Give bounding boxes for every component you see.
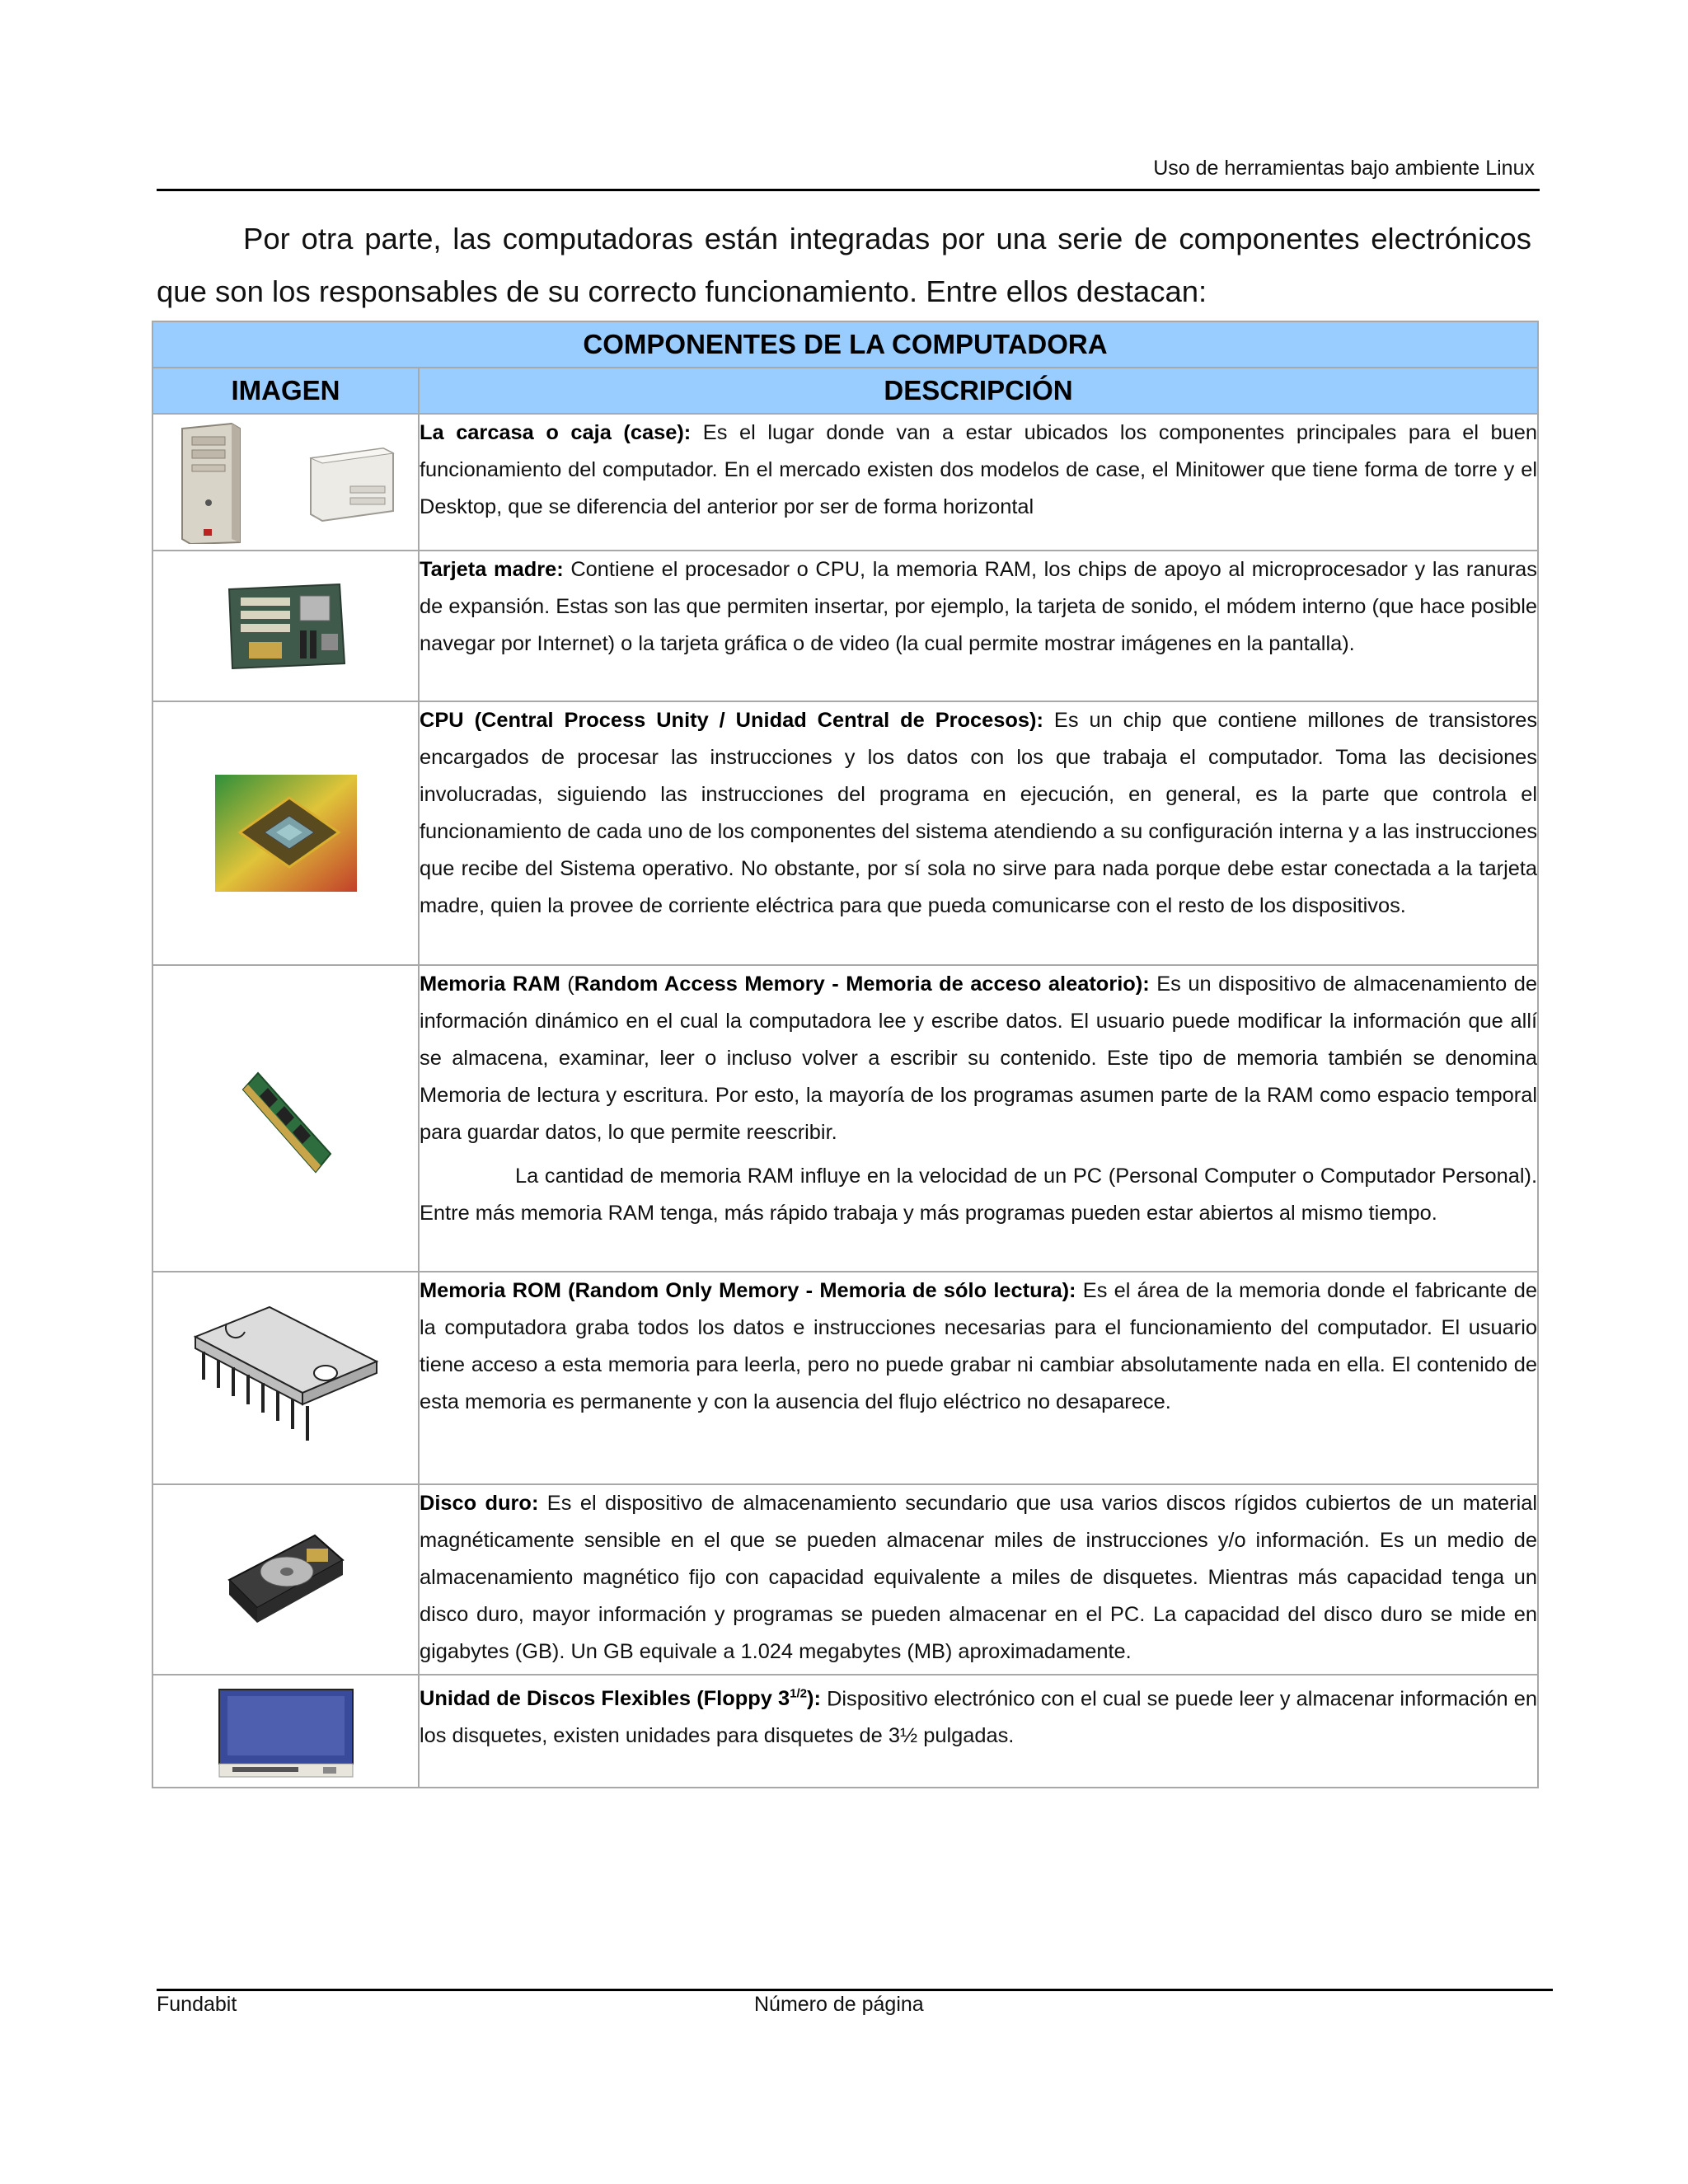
description-cell (419, 551, 1538, 701)
image-cell (152, 1272, 419, 1484)
component-text: Es un chip que contiene millones de transistores encargados de procesar las instrucciones y los datos con los que trabaja el computador. Toma las decisiones involucradas, siguiendo las instrucciones del programa en ejecución, en general, es la parte que controla el funcionamiento de cada uno de los componentes del sistema atendiendo a su configuración interna y a las instrucciones que recibe del Sistema operativo. No obstante, por sí sola no sirve para nada porque debe estar conectada a la tarjeta madre, quien la provee de corriente eléctrica para que pueda comunicarse con el resto de los dispositivos. (420, 709, 1538, 917)
column-header-description: DESCRIPCIÓN (419, 368, 1538, 414)
description-cell (419, 414, 1538, 551)
component-term: La carcasa o caja (case): (420, 421, 692, 444)
component-term: Tarjeta madre: (420, 558, 564, 581)
component-term: Disco duro: (420, 1492, 539, 1515)
table-row (152, 414, 1538, 551)
component-text-extra: La cantidad de memoria RAM influye en la velocidad de un PC (Personal Computer o Computador Personal). Entre más memoria RAM tenga, más rápido trabaja y más programas pueden estar abiertos al mismo tiempo. (420, 1165, 1538, 1225)
component-term-end: ): (807, 1687, 821, 1711)
component-term-main: Unidad de Discos Flexibles (Floppy 3 (420, 1687, 790, 1711)
table-title: COMPONENTES DE LA COMPUTADORA (152, 321, 1538, 368)
cpu-chip-icon (215, 775, 357, 892)
component-text: Es el lugar donde van a estar ubicados los componentes principales para el buen funcionamiento del computador. En el mercado existen dos modelos de case, el Minitower que tiene forma de torre y el Desktop, que se diferencia del anterior por ser de forma horizontal (420, 421, 1538, 518)
image-cell (152, 965, 419, 1272)
description-cell (419, 1675, 1538, 1788)
footer-organization: Fundabit (157, 1993, 237, 2016)
intro-text: Por otra parte, las computadoras están integradas por una serie de componentes electrónicos que son los responsables de su correcto funcionamiento. Entre ellos destacan: (157, 222, 1531, 308)
image-cell (152, 1675, 419, 1788)
description-cell (419, 1484, 1538, 1675)
rom-chip-icon (187, 1304, 385, 1452)
table-row (152, 701, 1538, 965)
floppy-drive-icon (216, 1685, 356, 1779)
image-cell (152, 1484, 419, 1675)
component-term-paren: ( (560, 972, 574, 996)
description-cell (419, 965, 1538, 1272)
footer-rule (157, 1989, 1553, 1991)
image-cell (152, 701, 419, 965)
image-cell (152, 414, 419, 551)
ram-module-icon (235, 1057, 337, 1180)
component-text: Es el área de la memoria donde el fabricante de la computadora graba todos los datos e instrucciones necesarias para el funcionamiento del computador. El usuario tiene acceso a esta memoria para leerla, pero no puede grabar ni cambiar absolutamente nada en ella. El contenido de esta memoria es permanente y con la ausencia del flujo eléctrico no desaparece. (420, 1279, 1538, 1413)
table-row (152, 1675, 1538, 1788)
table-row (152, 1484, 1538, 1675)
component-term-superscript: 1/2 (790, 1687, 807, 1701)
description-cell (419, 1272, 1538, 1484)
hard-disk-icon (224, 1530, 348, 1629)
component-text: Dispositivo electrónico con el cual se puede leer y almacenar información en los disquetes, existen unidades para disquetes de 3½ pulgadas. (420, 1687, 1538, 1748)
component-term-expansion: Random Access Memory - Memoria de acceso aleatorio): (574, 972, 1150, 996)
intro-paragraph (157, 213, 1531, 318)
motherboard-icon (224, 581, 348, 672)
component-text: Es el dispositivo de almacenamiento secundario que usa varios discos rígidos cubiertos de un material magnéticamente sensible en el que se pueden almacenar miles de instrucciones y/o información. Es un medio de almacenamiento magnético fijo con capacidad equivalente a miles de disquetes. Mientras más capacidad tenga un disco duro, mayor información y programas se pueden almacenar en el PC. La capacidad del disco duro se mide en gigabytes (GB). Un GB equivale a 1.024 megabytes (MB) aproximadamente. (420, 1492, 1538, 1663)
column-header-image: IMAGEN (152, 368, 419, 414)
component-term: Memoria RAM (420, 972, 560, 996)
table-row (152, 551, 1538, 701)
component-text: Contiene el procesador o CPU, la memoria RAM, los chips de apoyo al microprocesador y las ranuras de expansión. Estas son las que permiten insertar, por ejemplo, la tarjeta de sonido, el módem interno (que hace posible navegar por Internet) o la tarjeta gráfica o de video (la cual permite mostrar imágenes en la pantalla). (420, 558, 1538, 655)
image-cell (152, 551, 419, 701)
components-table (152, 321, 1539, 1788)
component-term (420, 1687, 821, 1710)
table-row (152, 965, 1538, 1272)
table-row (152, 1272, 1538, 1484)
description-cell (419, 701, 1538, 965)
component-term: CPU (Central Process Unity / Unidad Central de Procesos): (420, 709, 1043, 732)
component-term: Memoria ROM (Random Only Memory - Memoria de sólo lectura): (420, 1279, 1076, 1302)
running-header: Uso de herramientas bajo ambiente Linux (1153, 157, 1535, 180)
computer-case-icon (171, 420, 401, 544)
footer-page-number-label: Número de página (754, 1993, 924, 2016)
header-rule (157, 189, 1540, 191)
component-text: Es un dispositivo de almacenamiento de información dinámico en el cual la computadora lee y escribe datos. El usuario puede modificar la información que allí se almacena, examinar, leer o incluso volver a escribir su contenido. Este tipo de memoria también se denomina Memoria de lectura y escritura. Por esto, la mayoría de los programas asumen parte de la RAM como espacio temporal para guardar datos, lo que permite reescribir. (420, 972, 1538, 1144)
